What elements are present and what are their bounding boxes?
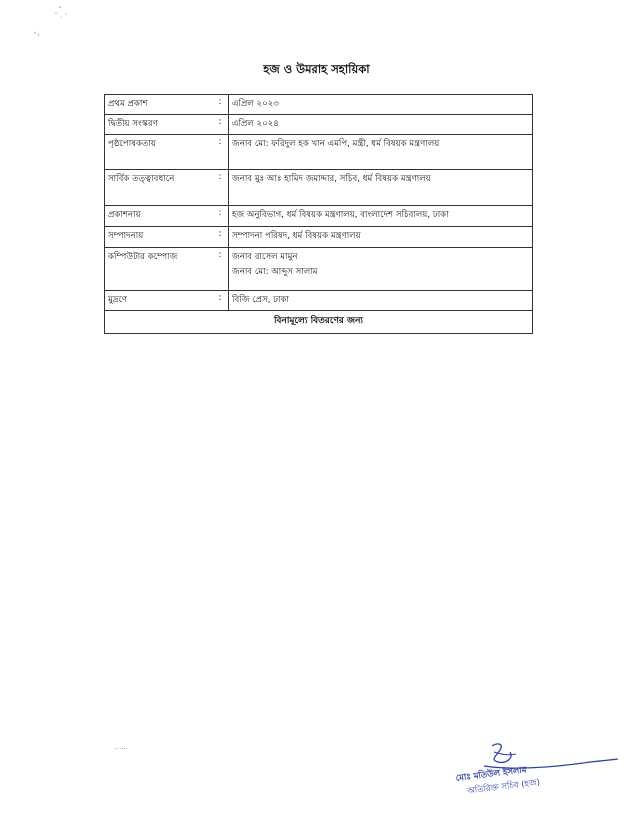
row-value: জনাব মো: ফরিদুল হক খান এমপি, মন্ত্রী, ধর্ম বিষয়ক মন্ত্রণালয় [229, 135, 533, 170]
row-value: এপ্রিল ২০২৪ [229, 115, 533, 135]
document-title: হজ ও উমরাহ সহায়িকা [263, 62, 370, 76]
imprint-row-publisher [105, 206, 533, 227]
imprint-table [104, 94, 533, 334]
row-label: কম্পিউটার কম্পোজ [105, 248, 213, 291]
row-colon: : [212, 135, 229, 170]
row-label: সম্পাদনায় [105, 227, 213, 248]
row-colon: : [212, 206, 229, 227]
row-colon: : [212, 248, 229, 291]
row-colon: : [212, 115, 229, 135]
row-value: বিজি প্রেস, ঢাকা [229, 291, 533, 311]
free-distribution-note: বিনামূল্যে বিতরণের জন্য [105, 311, 533, 334]
row-value: জনাব মুঃ আঃ হামিদ জমাদ্দার, সচিব, ধর্ম বিষয়ক মন্ত্রণালয় [229, 170, 533, 206]
imprint-row-editing [105, 227, 533, 248]
imprint-row-patronage [105, 135, 533, 170]
imprint-row-printing [105, 291, 533, 311]
row-value: জনাব রাসেল মামুন জনাব মো: আব্দুস সালাম [229, 248, 533, 291]
row-colon: : [212, 95, 229, 115]
scan-mark [115, 748, 127, 753]
row-label: প্রথম প্রকাশ [105, 95, 213, 115]
imprint-row-first-edition [105, 95, 533, 115]
row-label: মুদ্রণে [105, 291, 213, 311]
row-label: পৃষ্ঠপোষকতায় [105, 135, 213, 170]
signatory-designation: অতিরিক্ত সচিব (হজ) [466, 777, 541, 797]
imprint-row-computer-compose [105, 248, 533, 291]
row-value: সম্পাদনা পরিষদ, ধর্ম বিষয়ক মন্ত্রণালয় [229, 227, 533, 248]
scan-speckles [30, 4, 70, 38]
row-value: হজ অনুবিভাগ, ধর্ম বিষয়ক মন্ত্রণালয়, বাংলাদেশ সচিবালয়, ঢাকা [229, 206, 533, 227]
row-colon: : [212, 227, 229, 248]
row-label: দ্বিতীয় সংস্করণ [105, 115, 213, 135]
imprint-row-supervision [105, 170, 533, 206]
row-colon: : [212, 170, 229, 206]
row-label: প্রকাশনায় [105, 206, 213, 227]
row-colon: : [212, 291, 229, 311]
imprint-footer-row [105, 311, 533, 334]
row-value: এপ্রিল ২০২৩ [229, 95, 533, 115]
imprint-row-second-edition [105, 115, 533, 135]
row-label: সার্বিক তত্ত্বাবধানে [105, 170, 213, 206]
signatory-name: মোঃ মতিউল ইসলাম [455, 765, 528, 784]
